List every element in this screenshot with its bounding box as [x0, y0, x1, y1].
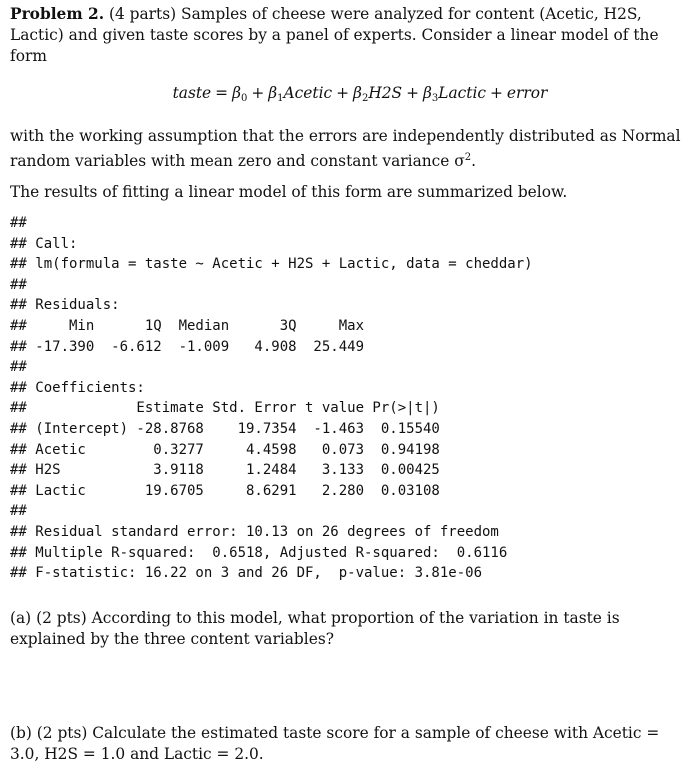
r-output-line: ## Residuals: — [10, 297, 120, 314]
part-b-question: (b) (2 pts) Calculate the estimated taste score for a sample of cheese with Acetic = 3.0, H2S = 1.0 and Lactic = 2.0. — [10, 724, 660, 763]
equation-beta-2: β — [353, 84, 362, 102]
r-output-line: ## Estimate Std. Error t value Pr(>|t|) — [10, 400, 440, 417]
equation-term-h2s: H2S — [368, 84, 403, 102]
problem-page — [10, 4, 682, 763]
equation-plus-1: + — [251, 84, 265, 102]
r-output-line: ## — [10, 503, 27, 520]
error-assumption-end: . — [471, 152, 477, 170]
equation-beta-2-sub: 2 — [361, 93, 369, 104]
equation-plus-2: + — [336, 84, 350, 102]
r-output-line: ## Multiple R-squared: 0.6518, Adjusted R-squared: 0.6116 — [10, 544, 508, 561]
problem-parts-note: (4 parts) — [108, 5, 177, 23]
equation-plus-3: + — [406, 84, 419, 102]
equation-beta-3-sub: 3 — [431, 93, 439, 104]
r-output-line: ## — [10, 215, 27, 231]
problem-intro — [10, 4, 682, 67]
part-a-question: (a) (2 pts) According to this model, what proportion of the variation in taste is explained by the three content variables? — [10, 608, 620, 648]
equation-beta-1: β — [268, 84, 278, 102]
equation-beta-3: β — [422, 84, 432, 102]
equation-beta-0: β — [232, 84, 241, 102]
r-output-line: ## — [10, 276, 27, 293]
r-output-line: ## Acetic 0.3277 4.4598 0.073 0.94198 — [10, 441, 440, 458]
equation-lhs: taste — [172, 84, 212, 102]
error-assumption-text: with the working assumption that the errors are independently distributed as Normal random variables with mean zero and constant variance σ — [10, 127, 681, 170]
r-output-line: ## — [10, 359, 27, 376]
r-output-line: ## F-statistic: 16.22 on 3 and 26 DF, p-value: 3.81e-06 — [10, 565, 483, 582]
problem-heading: Problem 2. — [10, 5, 105, 23]
r-output-line: ## Residual standard error: 10.13 on 26 degrees of freedom — [10, 523, 499, 540]
problem-intro-text: Samples of cheese were analyzed for content (Acetic, H2S, Lactic) and given taste scores by a panel of experts. Consider a linear model of the form — [10, 5, 659, 65]
r-output-line: ## Coefficients: — [10, 379, 145, 396]
equation-term-acetic: Acetic — [283, 84, 333, 102]
sigma-squared-sup: 2 — [464, 152, 472, 163]
error-assumption — [10, 126, 682, 172]
model-equation — [10, 82, 682, 110]
r-output-line: ## H2S 3.9118 1.2484 3.133 0.00425 — [10, 462, 440, 479]
r-output-line: ## lm(formula = taste ~ Acetic + H2S + Lactic, data = cheddar) — [10, 256, 533, 273]
r-output-line: ## -17.390 -6.612 -1.009 4.908 25.449 — [10, 338, 365, 355]
r-output-block — [10, 213, 682, 584]
equation-beta-1-sub: 1 — [277, 93, 284, 104]
r-output-line: ## (Intercept) -28.8768 19.7354 -1.463 0.15540 — [10, 420, 440, 437]
equation-beta-0-sub: 0 — [240, 93, 248, 104]
equation-error: error — [506, 84, 548, 102]
equation-plus-4: + — [490, 84, 503, 102]
results-intro: The results of fitting a linear model of this form are summarized below. — [10, 183, 568, 201]
equation-term-lactic: Lactic — [438, 84, 487, 102]
r-output-line: ## Min 1Q Median 3Q Max — [10, 317, 365, 334]
r-output-line: ## Call: — [10, 235, 78, 252]
equation-equals: = — [215, 84, 229, 102]
r-output-line: ## Lactic 19.6705 8.6291 2.280 0.03108 — [10, 482, 440, 499]
